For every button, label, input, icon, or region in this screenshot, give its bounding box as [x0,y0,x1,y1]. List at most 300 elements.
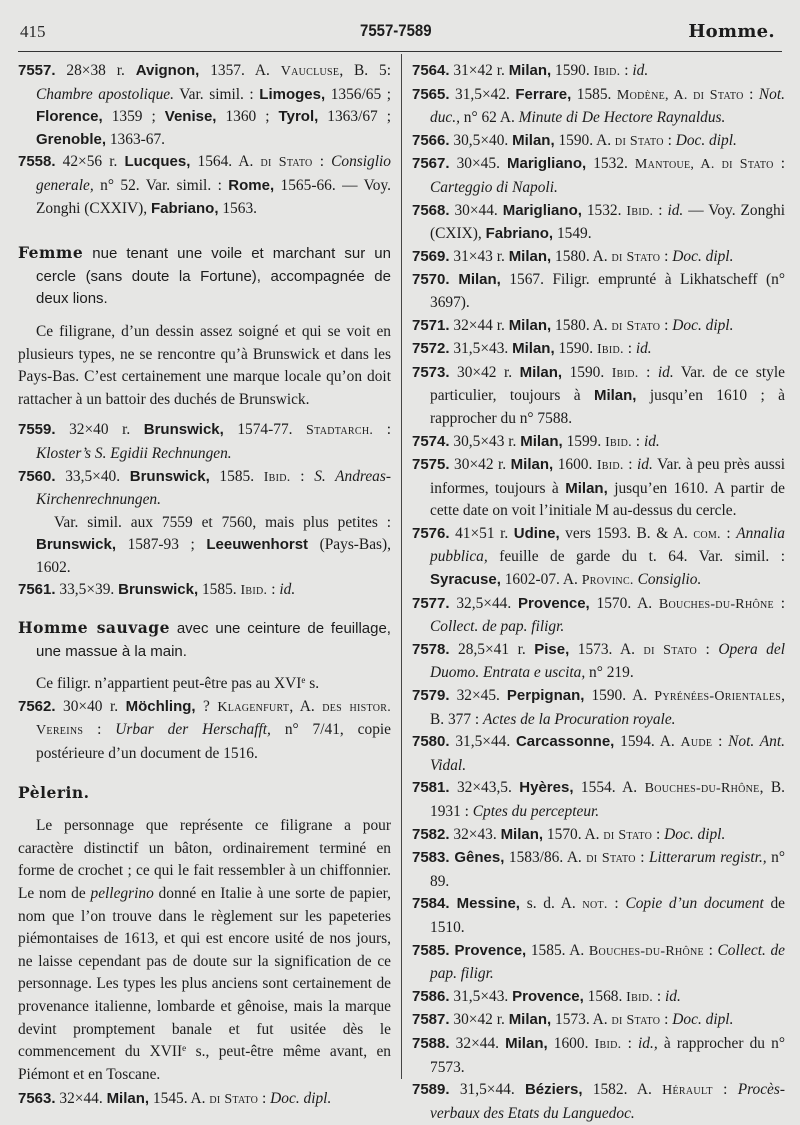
text: : [373,421,391,439]
text: : [638,363,658,381]
place: Messine, [449,895,520,913]
text: n° 89. [430,849,786,890]
place: Brunswick, [143,421,224,439]
year: 1580. A. [551,247,612,265]
year: 1599. [562,432,606,450]
entry-number: 7580. [412,733,450,751]
entry-7557 [18,60,391,151]
dims: 28×38 r. [55,62,136,79]
entry-number: 7565. [412,85,450,103]
dims: 32×43,5. [449,779,520,797]
document-title: id. [643,432,660,450]
text: : [621,1034,639,1052]
text: : [712,733,729,751]
heading-word: Pèlerin. [18,782,90,802]
document-title: Procès-verbaux des Etats du Languedoc. [430,1081,785,1122]
entry-number: 7560. [18,467,56,485]
year: 1532. [586,155,635,173]
place: Provence, [449,941,527,959]
entry-7585 [412,940,785,986]
year: 1590. A. [554,131,615,149]
heading-word: Femme [18,243,84,263]
place: Perpignan, [506,687,585,705]
year: 1564. A. [190,153,261,171]
dims: 31,5×42. [449,85,516,103]
archive: not. [582,897,608,913]
document-title: Carteggio di Napoli. [430,178,558,196]
text: : [773,594,785,612]
text: : [773,155,786,173]
column-divider [401,54,402,1079]
archive: Bouches-du-Rhône [588,943,704,959]
text: : [652,825,665,843]
dims: 32,5×44. [449,594,519,612]
entry-number: 7567. [412,155,450,173]
text: — Voy. Zonghi (CXIX), [430,201,785,243]
dims: 31,5×44. [449,733,516,751]
place: Milan, [519,363,563,381]
entry-7573 [412,362,785,431]
place: Provence, [512,987,584,1005]
archive: Ibid. [593,64,621,79]
document-title: Collect. de pap. filigr. [430,618,565,636]
text: Var. de ce style particulier, toujours à [430,363,785,405]
entry-7579 [412,685,785,731]
place: Milan, [512,340,555,358]
heading-word: Homme sauvage [18,618,170,638]
document-title: Doc. dipl. [664,825,726,843]
header-rule [18,51,782,52]
entry-7560 [18,466,391,512]
entry-number: 7570. [412,271,450,289]
place: Milan, [508,62,552,79]
entry-7572 [412,338,785,362]
text: : [312,153,332,171]
entry-number: 7576. [412,524,450,542]
dims: 42×56 r. [55,153,125,171]
archive: des histor. Vereins [36,699,392,739]
archive: Ibid. [263,469,291,485]
year: 1570. A. [589,594,659,612]
entry-number: 7561. [18,581,56,599]
entry-7565 [412,84,785,130]
dims: 31,5×43. [449,340,513,358]
heading-text: avec une ceinture de feuillage, une massue à la main. [36,620,391,660]
place: Brunswick, [36,536,117,554]
year: 1573. A. [569,640,644,658]
entry-7583 [412,847,785,893]
year: 1568. [583,987,627,1005]
archive: Ibid. [240,583,268,599]
place: Béziers, [524,1081,583,1099]
entry-number: 7585. [412,941,450,959]
text: : [720,524,737,542]
entry-number: 7566. [412,131,450,149]
entry-number: 7559. [18,421,56,439]
archive: Bouches-du-Rhône [644,781,760,797]
year: 1585. [209,467,264,485]
year: 1590. A. [584,687,655,705]
dims: 33,5×39. [55,581,119,599]
entry-number: 7562. [18,697,56,715]
heading-femme [18,242,391,311]
text: : [703,941,718,959]
entry-7569 [412,246,785,270]
year: 1590. [562,363,612,381]
text: Var. simil. : [173,85,260,103]
text: : [635,849,649,867]
year: 1360 ; [216,108,279,126]
place: Fabriano, [151,199,219,217]
year: 1554. A. [573,779,645,797]
place: Syracuse, [430,571,501,589]
text: : [660,247,673,265]
entry-7559 [18,419,391,465]
year: 1532. [581,201,627,219]
document-title: id. [637,456,653,474]
text: feuille de garde du t. 64. Var. simil. : [487,548,785,566]
document-title: id. [665,987,681,1005]
heading-text: nue tenant une voile et marchant sur un cercle (sans doute la Fortune), accompagnée de deux lions. [36,245,391,308]
entry-7567 [412,153,785,199]
archive: Mantoue, A. di Stato [634,157,774,173]
entry-number: 7586. [412,987,450,1005]
entry-number: 7574. [412,432,450,450]
entry-7580 [412,731,785,777]
year: 1600. [547,1034,595,1052]
place: Venise, [164,108,217,126]
archive: Aude [680,735,713,751]
archive: di Stato [611,318,661,334]
archive: di Stato [611,249,661,265]
archive: di Stato [603,827,653,843]
entry-number: 7589. [412,1081,450,1099]
text: : [653,201,668,219]
year: 1590. [554,340,597,358]
document-title: id. [632,62,649,79]
left-column [18,60,391,1112]
text: : [743,85,759,103]
entry-7581 [412,777,785,823]
text: : [290,467,315,485]
text: n° 52. Var. simil. : [93,176,229,194]
entry-number: 7573. [412,363,450,381]
entry-number: 7584. [412,895,450,913]
entry-7558 [18,151,391,220]
year: 1549. [553,225,592,243]
text: n° 62 A. [459,109,519,127]
entry-7562 [18,696,391,766]
entry-7578 [412,639,785,685]
place: Carcassonne, [515,733,615,751]
dims: 31×42 r. [449,62,509,79]
heading-homme-sauvage [18,617,391,663]
place: Avignon, [135,62,200,79]
archive: di Stato [209,1092,259,1108]
text: : [712,1081,738,1099]
year: 1585. [571,85,617,103]
year: 1583/86. A. [504,849,587,867]
year: 1590. [551,62,594,79]
dims: 32×40 r. [55,421,144,439]
entry-number: 7572. [412,340,450,358]
text: Le personnage que représente ce filigrane a pour caractère distinctif un bâton, ordinairement terminé en forme de crochet ; ce qui le fait ressembler à un chiffonnier. Le nom de [18,817,391,902]
year: 1587-93 ; [116,536,207,554]
text: , B. 377 : [430,687,785,728]
entry-number: 7569. [412,247,450,265]
text: : [623,340,636,358]
place: Grenoble, [36,130,107,148]
text: s., peut-être même avant, en Piémont et en Toscane. [18,1043,392,1083]
document-title: Minute di De Hectore Raynaldus. [518,109,726,127]
place: Milan, [505,1034,548,1052]
year: 1573. A. [551,1011,612,1029]
entry-7574 [412,431,785,455]
year: 1582. A. [582,1081,663,1099]
variants-note [36,512,391,580]
text: : [660,1011,673,1029]
document-title: Not. duc., [430,85,785,127]
archive: di Stato [614,133,664,149]
dims: 32×44 r. [449,316,509,334]
paragraph-homme [18,673,391,696]
paragraph-pelerin [18,815,391,1086]
entry-number: 7563. [18,1090,56,1108]
entry-number: 7571. [412,316,450,334]
year: 1356/65 ; [325,85,392,103]
place: Provence, [518,594,590,612]
document-title: Cptes du percepteur. [472,803,600,820]
document-title: Collect. de pap. filigr. [430,941,785,983]
text: : [631,432,644,450]
document-title: S. Andreas-Kirchenrechnungen. [36,467,391,509]
document-title: Opera del Duomo. Entrata e uscita, [430,640,785,682]
entry-7575 [412,454,785,523]
superscript: e [301,675,306,686]
place: Lucques, [124,153,191,171]
heading-pelerin [18,782,391,806]
archive: Ibid. [626,203,654,219]
place: Gênes, [449,849,505,867]
text: : [83,721,116,739]
place: Brunswick, [129,467,210,485]
document-title: Consiglio generale, [36,153,391,194]
entry-7587 [412,1009,785,1033]
year: 1585. A. [526,941,589,959]
year: 1359 ; [102,108,165,126]
place: Milan, [593,387,637,405]
place: Limoges, [259,85,326,103]
archive: Modène, A. di Stato [616,87,744,103]
text: Ce filigr. n’appartient peut-être pas au XVI [36,675,302,693]
year: 1570. A. [543,825,604,843]
place: Milan, [520,432,563,450]
year: 1585. [198,581,241,599]
superscript: e [182,1043,187,1054]
text: : [623,456,638,474]
year: 1602-07. A. [500,571,582,589]
entry-number: 7558. [18,153,56,171]
archive: di Stato [586,851,636,867]
dims: 32×44. [55,1090,107,1108]
document-title: Doc. dipl. [270,1090,332,1108]
archive: Ibid. [594,1036,622,1052]
entry-7564 [412,60,785,84]
text: Var. à peu près aussi informes, toujours à [430,456,785,497]
year: 1574-77. [223,421,307,439]
dims: 28,5×41 r. [449,640,535,658]
dims: 41×51 r. [449,524,514,542]
right-column [412,60,785,1125]
text: ? [195,697,218,715]
entry-number: 7575. [412,456,450,474]
entry-7571 [412,315,785,339]
place: Fabriano, [485,225,554,243]
archive: Provinc. [581,573,634,589]
entry-7576 [412,523,785,593]
archive: Ibid. [596,342,624,358]
place: Milan, [500,825,544,843]
archive: com. [693,526,721,542]
dims: 30×42 r. [449,456,511,474]
text: donné en Italie à une sorte de papier, nom que l’on trouve dans le règlement sur les papeteries piémontaises de 1613, et qui est encore usité de nos jours, ne laisse cependant pas de doute sur la signification de ce personnage. Les types les plus anciens sont certainement de provenance italienne, lombarde et gênoise, mais la marque devint promptement banale et fut usitée dès le commencement du XVII [18,885,392,1061]
text: : [660,316,673,334]
year: vers 1593. B. & A. [559,524,694,542]
place: Milan, [508,316,552,334]
place: Pise, [534,640,570,658]
entry-7566 [412,130,785,154]
year: 1363/67 ; [318,108,392,126]
text: 1567. Filigr. emprunté à Likhatscheff (n° 3697). [430,271,786,311]
year: 1600. [553,456,597,474]
text: jusqu’en 1610 ; à rapprocher du n° 7588. [430,387,785,427]
place: Hyères, [519,779,574,797]
dims: 32×43. [449,825,501,843]
italic-term: pellegrino [90,885,154,902]
text: à rapprocher du n° 7573. [430,1034,785,1076]
document-title: Kloster’s S. Egidii Rechnungen. [36,444,232,462]
dims: 30×40 r. [55,697,126,715]
archive: Ibid. [596,458,624,474]
section-title: Homme. [688,21,775,42]
place: Marigliano, [506,155,587,173]
place: Milan, [508,247,552,265]
place: Milan, [508,1011,552,1029]
entry-7589 [412,1079,785,1125]
place: Milan, [512,131,555,149]
text: n° 7/41, copie postérieure d’un document de 1516. [36,721,391,763]
year: 1357. A. [199,62,281,79]
document-title: Litterarum registr., [649,849,767,867]
dims: 30,5×43 r. [449,432,521,450]
year: 1563. [218,199,257,217]
text: : [697,640,719,658]
entry-range: 7557-7589 [360,21,432,40]
dims: 31,5×43. [449,987,513,1005]
archive: Klagenfurt [217,699,290,715]
dims: 32×45. [449,687,507,705]
place: Leeuwenhorst [206,536,309,554]
archive: Vaucluse [280,64,340,79]
document-title: id. [657,363,674,381]
entry-number: 7568. [412,201,450,219]
place: Ferrare, [515,85,572,103]
entry-number: 7579. [412,687,450,705]
place: Tyrol, [278,108,319,126]
document-title: id. [635,340,652,358]
dims: 32×44. [449,1034,506,1052]
entry-7584 [412,893,785,939]
document-title: Actes de la Procuration royale. [483,710,676,728]
dims: 30×45. [449,155,507,173]
document-title: Annalia pubblica, [430,524,785,566]
text: : [267,581,280,599]
document-title: Not. Ant. Vidal. [430,733,785,774]
year: 1594. A. [614,733,681,751]
archive: Ibid. [626,989,654,1005]
place: Udine, [513,524,560,542]
place: Milan, [565,479,608,497]
document-title: Doc. dipl. [672,316,734,334]
entry-7588 [412,1033,785,1079]
document-title: Doc. dipl. [672,1011,734,1029]
text: n° 219. [585,664,634,682]
document-title: Doc. dipl. [672,247,734,265]
entry-7582 [412,824,785,848]
place: Rome, [228,176,275,194]
year: 1545. A. [149,1090,210,1108]
year: s. d. A. [519,895,583,913]
dims: 30,5×40. [449,131,513,149]
text: , B. 5: [339,62,391,79]
place: Milan, [106,1090,150,1108]
place: Brunswick, [118,581,199,599]
entry-number: 7581. [412,779,450,797]
entry-7561 [18,579,391,603]
place: Möchling, [125,697,196,715]
document-title: Copie d’un document [625,895,764,913]
document-title: Urbar der Herschafft, [115,721,271,739]
text: s. [305,675,320,693]
dims: 31×43 r. [449,247,509,265]
entry-number: 7564. [412,62,450,79]
archive: Hérault [662,1083,713,1099]
year: 1363-67. [106,130,166,148]
text: Var. simil. aux 7559 et 7560, mais plus petites : [54,513,391,531]
dims: 30×44. [449,201,503,219]
place: Milan, [449,271,501,289]
text: de 1510. [430,895,785,936]
document-title: id., [638,1034,658,1052]
archive: Pyrénées-Orientales [654,689,782,705]
text: : [258,1090,271,1108]
entry-number: 7557. [18,62,56,79]
text: (Pays-Bas), 1602. [36,536,391,576]
text: : [653,987,666,1005]
archive: Ibid. [611,365,639,381]
dims: 33,5×40. [55,467,130,485]
year: 1580. A. [551,316,612,334]
entry-number: 7583. [412,849,450,867]
document-title: Consiglio. [633,571,702,589]
archive: Stadtarch. [306,423,374,439]
dims: 31,5×44. [449,1081,525,1099]
archive: Bouches-du-Rhône [658,596,774,612]
page-number: 415 [20,22,46,41]
document-title: Chambre apostolique. [36,85,174,103]
text: : [607,895,626,913]
text: jusqu’en 1610. A partir de cette date on voit l’initiale M au-dessus du cercle. [430,479,785,520]
